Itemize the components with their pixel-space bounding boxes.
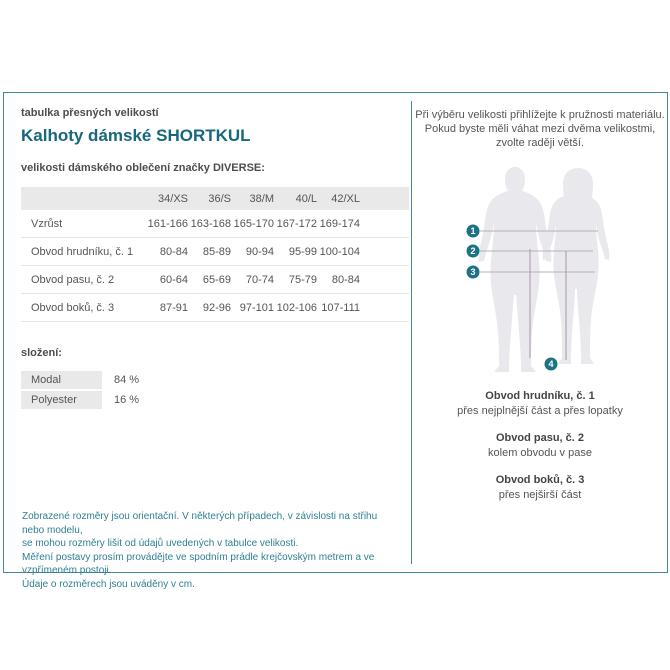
size-row-label: Obvod pasu, č. 2 <box>21 266 145 294</box>
measure-title: Obvod hrudníku, č. 1 <box>485 390 595 402</box>
marker-2-badge <box>467 245 480 258</box>
size-column-header: 34/XS <box>145 187 188 210</box>
size-value-cell: 90-94 <box>231 238 274 266</box>
size-value-cell: 80-84 <box>317 266 360 294</box>
female-right-foot <box>581 358 594 364</box>
male-left-foot <box>494 366 509 372</box>
size-header-filler-cell <box>360 187 409 210</box>
composition-percentage: 16 % <box>114 394 140 406</box>
footnote-line: Údaje o rozměrech jsou uváděny v cm. <box>22 578 195 590</box>
composition-material-label: Modal <box>21 371 102 389</box>
size-value-cell: 163-168 <box>188 210 231 238</box>
size-value-cell: 87-91 <box>145 294 188 322</box>
composition-material-label: Polyester <box>21 391 102 409</box>
composition-row <box>21 371 399 389</box>
composition-row <box>21 391 399 409</box>
size-value-cell: 95-99 <box>274 238 317 266</box>
size-value-cell: 102-106 <box>274 294 317 322</box>
measure-item <box>412 389 668 419</box>
size-value-cell: 65-69 <box>188 266 231 294</box>
size-value-cell: 100-104 <box>317 238 360 266</box>
footnote-line: se mohou rozměry lišit od údajů uvedených v tabulce velikosti. <box>22 538 299 549</box>
measure-description: kolem obvodu v pase <box>488 447 592 459</box>
size-row-filler-cell <box>360 238 409 266</box>
size-column-header: 36/S <box>188 187 231 210</box>
measure-title: Obvod pasu, č. 2 <box>495 432 585 444</box>
size-value-cell: 92-96 <box>188 294 231 322</box>
size-value-cell: 60-64 <box>145 266 188 294</box>
intro-text <box>412 108 668 150</box>
intro-line: Při výběru velikosti přihlížejte k pružnosti materiálu. <box>415 109 665 121</box>
size-table-header-row <box>21 187 409 210</box>
size-value-cell: 85-89 <box>188 238 231 266</box>
size-row-label: Vzrůst <box>21 210 145 238</box>
size-row-label: Obvod hrudníku, č. 1 <box>21 238 145 266</box>
table-eyebrow-label: tabulka přesných velikostí <box>21 107 159 119</box>
size-column-header: 38/M <box>231 187 274 210</box>
size-row-filler-cell <box>360 294 409 322</box>
size-row-filler-cell <box>360 210 409 238</box>
size-value-cell: 165-170 <box>231 210 274 238</box>
footnote-line: Zobrazené rozměry jsou orientační. V některých případech, v závislosti na střihu nebo modelu, <box>22 511 378 536</box>
intro-line: zvolte raději větší. <box>495 137 585 149</box>
size-table <box>21 187 409 322</box>
size-column-header: 42/XL <box>317 187 360 210</box>
composition-table <box>21 371 399 409</box>
svg-text:1: 1 <box>470 226 476 237</box>
size-value-cell: 97-101 <box>231 294 274 322</box>
size-row-label: Obvod boků, č. 3 <box>21 294 145 322</box>
marker-4-badge <box>545 358 558 371</box>
svg-text:4: 4 <box>548 359 554 370</box>
content-frame <box>3 92 668 590</box>
size-table-row <box>21 210 409 238</box>
size-table-row <box>21 266 409 294</box>
size-value-cell: 161-166 <box>145 210 188 238</box>
measure-description: přes nejširší část <box>498 489 582 501</box>
size-value-cell: 169-174 <box>317 210 360 238</box>
female-left-foot <box>558 358 571 364</box>
svg-text:2: 2 <box>470 246 476 257</box>
size-row-filler-cell <box>360 266 409 294</box>
male-silhouette <box>479 167 552 370</box>
product-title: Kalhoty dámské SHORTKUL <box>21 126 251 145</box>
size-header-empty-cell <box>21 187 145 210</box>
female-silhouette <box>543 173 610 362</box>
footnote-line: Měření postavy prosím provádějte ve spodním prádle krejčovským metrem a ve vzpřímeném postoji. <box>22 551 375 576</box>
marker-3-badge <box>467 266 480 279</box>
measure-description: přes nejplnější část a přes lopatky <box>457 405 623 417</box>
size-table-head <box>21 187 409 210</box>
composition-percentage: 84 % <box>114 374 140 386</box>
size-value-cell: 80-84 <box>145 238 188 266</box>
body-measurement-diagram <box>412 161 668 376</box>
composition-heading: složení: <box>21 347 62 359</box>
size-value-cell: 75-79 <box>274 266 317 294</box>
size-table-row <box>21 294 409 322</box>
size-value-cell: 107-111 <box>317 294 360 322</box>
measure-list <box>412 389 668 503</box>
intro-line: Pokud byste měli váhat mezi dvěma velikostmi, <box>424 123 656 135</box>
size-table-row <box>21 238 409 266</box>
measure-item <box>412 473 668 503</box>
size-table-body <box>21 210 409 322</box>
male-right-foot <box>521 366 536 372</box>
brand-sizes-subtitle: velikosti dámského oblečení značky DIVERSE: <box>21 162 265 174</box>
size-column-header: 40/L <box>274 187 317 210</box>
measure-item <box>412 431 668 461</box>
footnote <box>22 510 402 591</box>
left-column <box>21 93 399 411</box>
svg-text:3: 3 <box>470 267 476 278</box>
right-column <box>412 93 668 515</box>
size-value-cell: 167-172 <box>274 210 317 238</box>
measure-title: Obvod boků, č. 3 <box>495 474 585 486</box>
size-value-cell: 70-74 <box>231 266 274 294</box>
marker-1-badge <box>467 225 480 238</box>
